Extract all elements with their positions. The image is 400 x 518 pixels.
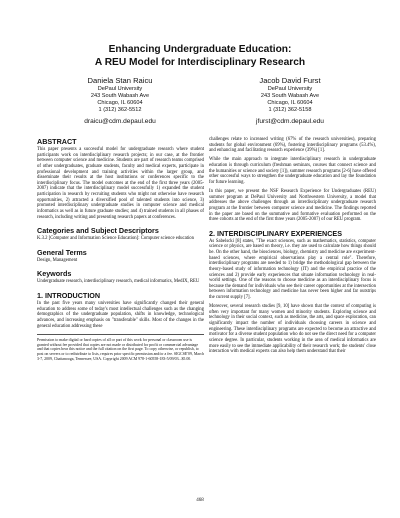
author-email: draicu@cdm.depaul.edu (84, 118, 156, 126)
author-phone: 1 (312) 362-5512 (98, 107, 142, 114)
keywords-text: Undergraduate research, interdisciplinary research, medical informatics, MedIX, REU (37, 279, 200, 285)
author-city: Chicago, IL 60604 (97, 100, 143, 107)
author-phone: 1 (312) 362-5158 (268, 107, 312, 114)
body-paragraph: In this paper, we present the NSF Research Experience for Undergraduates (REU) summer program at DePaul University and Northwestern University, a model that addresses the above challenges through an interdisciplinary undergraduate research program at the frontier between computer science and medicine. The findings reported in the paper are based on the summative and formative evaluation performed on the three cohorts at the end of the first three years (2005-2007) of our REU program. (209, 189, 376, 223)
paper-title (0, 44, 400, 69)
left-column (37, 137, 204, 361)
body-paragraph: challenges relate to increased writing (67% of the research universities), preparing students for global environment (69%), fostering interdisciplinary programs (53.4%), and enhancing and facilitating research experience (39%) [1]. (209, 137, 376, 154)
section-2-heading: 2. INTERDISCIPLINARY EXPERIENCES (209, 228, 342, 238)
author-email: jfurst@cdm.depaul.edu (256, 118, 324, 126)
author-2 (220, 76, 360, 126)
categories-text: K.3.2 [Computer and Information Science Education]: Computer science education (37, 236, 194, 242)
body-paragraph: While the main approach to integrate interdisciplinary research in undergraduate education is through curriculum (freshman seminars, courses that connect science and the humanities or science and society [1]), summer research programs [2-6] have offered other successful ways to strengthen the undergraduate education and lay the foundation for future learning. (209, 157, 376, 185)
author-name: Daniela Stan Raicu (87, 76, 153, 85)
introduction-heading: 1. INTRODUCTION (37, 291, 101, 300)
general-terms-text: Design, Management (37, 257, 78, 263)
body-paragraph: Moreover, several research studies [9, 10] have shown that the context of computing is often very important for many women and minority students. Exploring science and technology in their social context, such as medicine, the arts, and space exploration, can significantly impact the number of individuals choosing careers in science and engineering. These interdisciplinary programs are expected to become an attractive and motivator for a diverse student population who do not see the direct need for a computer science degree. In particular, students working in the area of medical informatics are more easily to see the immediate applicability of their research work; the students' close interaction with medical experts can also help them understand that their (209, 304, 376, 355)
right-column (209, 137, 376, 355)
abstract-text: This paper presents a successful model for undergraduate research where student participants work on interdisciplinary research projects; in our case, at the frontier between computer science and medicine. Students are part of research teams comprised of other undergraduates, graduate students, faculty and medical experts, participate in professional development and training activities within the larger group, and disseminate their results at the host institutions or conferences specific to the interdisciplinary focus. The model outcomes at the end of the first three years (2005-2007) indicate that the interdisciplinary model successfully 1) expanded the student participation in research by recruiting students who might not otherwise have research opportunities, 2) attracted a diversified pool of talented students into science, 3) promoted interdisciplinary undergraduate studies in computer science and medical informatics as well as in future graduate studies; and 4) trained students in all phases of research, including writing and presenting research papers at conferences. (37, 147, 204, 220)
body-paragraph: As Sabelscki [8] states, "The exact sciences, such as mathematics, statistics, computer science or physics, are based on theory, i.e. they are used to calculate how things should be. On the other hand, the biosciences, biology, chemistry and medicine are experiment-based sciences, where empirical observations play a central role". Therefore, interdisciplinary programs are needed to 1) bridge the methodological gap between the theory-based study of information technology (IT) and the empirical practice of the sciences and 2) provide early experiences that situate information technology in real-world settings. One of the reasons to choose medicine as an interdisciplinary focus is because the demand for individuals who see their career opportunities at the intersection between information technology and medicine has never been higher and far outstrips the current supply [7]. (209, 238, 376, 300)
copyright-notice: Permission to make digital or hard copies of all or part of this work for personal or classroom use is granted without fee provided that copies are not made or distributed for profit or commercial advantage and that copies bear this notice and the full citation on the first page. To copy otherwise, or republish, to post on servers or to redistribute to lists, requires prior specific permission and/or a fee. SIGCSE'09, March 3-7, 2009, Chattanooga, Tennessee, USA. Copyright 2009 ACM 978-1-60558-183-5/09/03...$5.00. (37, 334, 204, 361)
author-affiliation: DePaul University (267, 86, 313, 92)
introduction-text: In the past five years many universities have significantly changed their general education to address some of today's most intellectual challenges such as the changing demographics of the undergraduate population, shifts in knowledge, technological advances, and increasing emphasis on "transferable" skills. Most of the changes in the general education addressing these (37, 301, 204, 329)
author-city: Chicago, IL 60604 (267, 100, 313, 107)
author-name: Jacob David Furst (259, 76, 321, 85)
title-line-2: A REU Model for Interdisciplinary Research (94, 56, 306, 68)
author-address: 243 South Wabash Ave (260, 93, 320, 100)
page-number: 468 (196, 498, 204, 503)
author-address: 243 South Wabash Ave (90, 93, 150, 100)
abstract-heading: ABSTRACT (37, 137, 77, 146)
author-affiliation: DePaul University (97, 86, 143, 92)
author-1 (50, 76, 190, 126)
general-terms-heading: General Terms (37, 247, 87, 257)
title-line-1: Enhancing Undergraduate Education: (108, 44, 292, 55)
keywords-heading: Keywords (37, 269, 72, 279)
categories-heading: Categories and Subject Descriptors (37, 226, 159, 236)
